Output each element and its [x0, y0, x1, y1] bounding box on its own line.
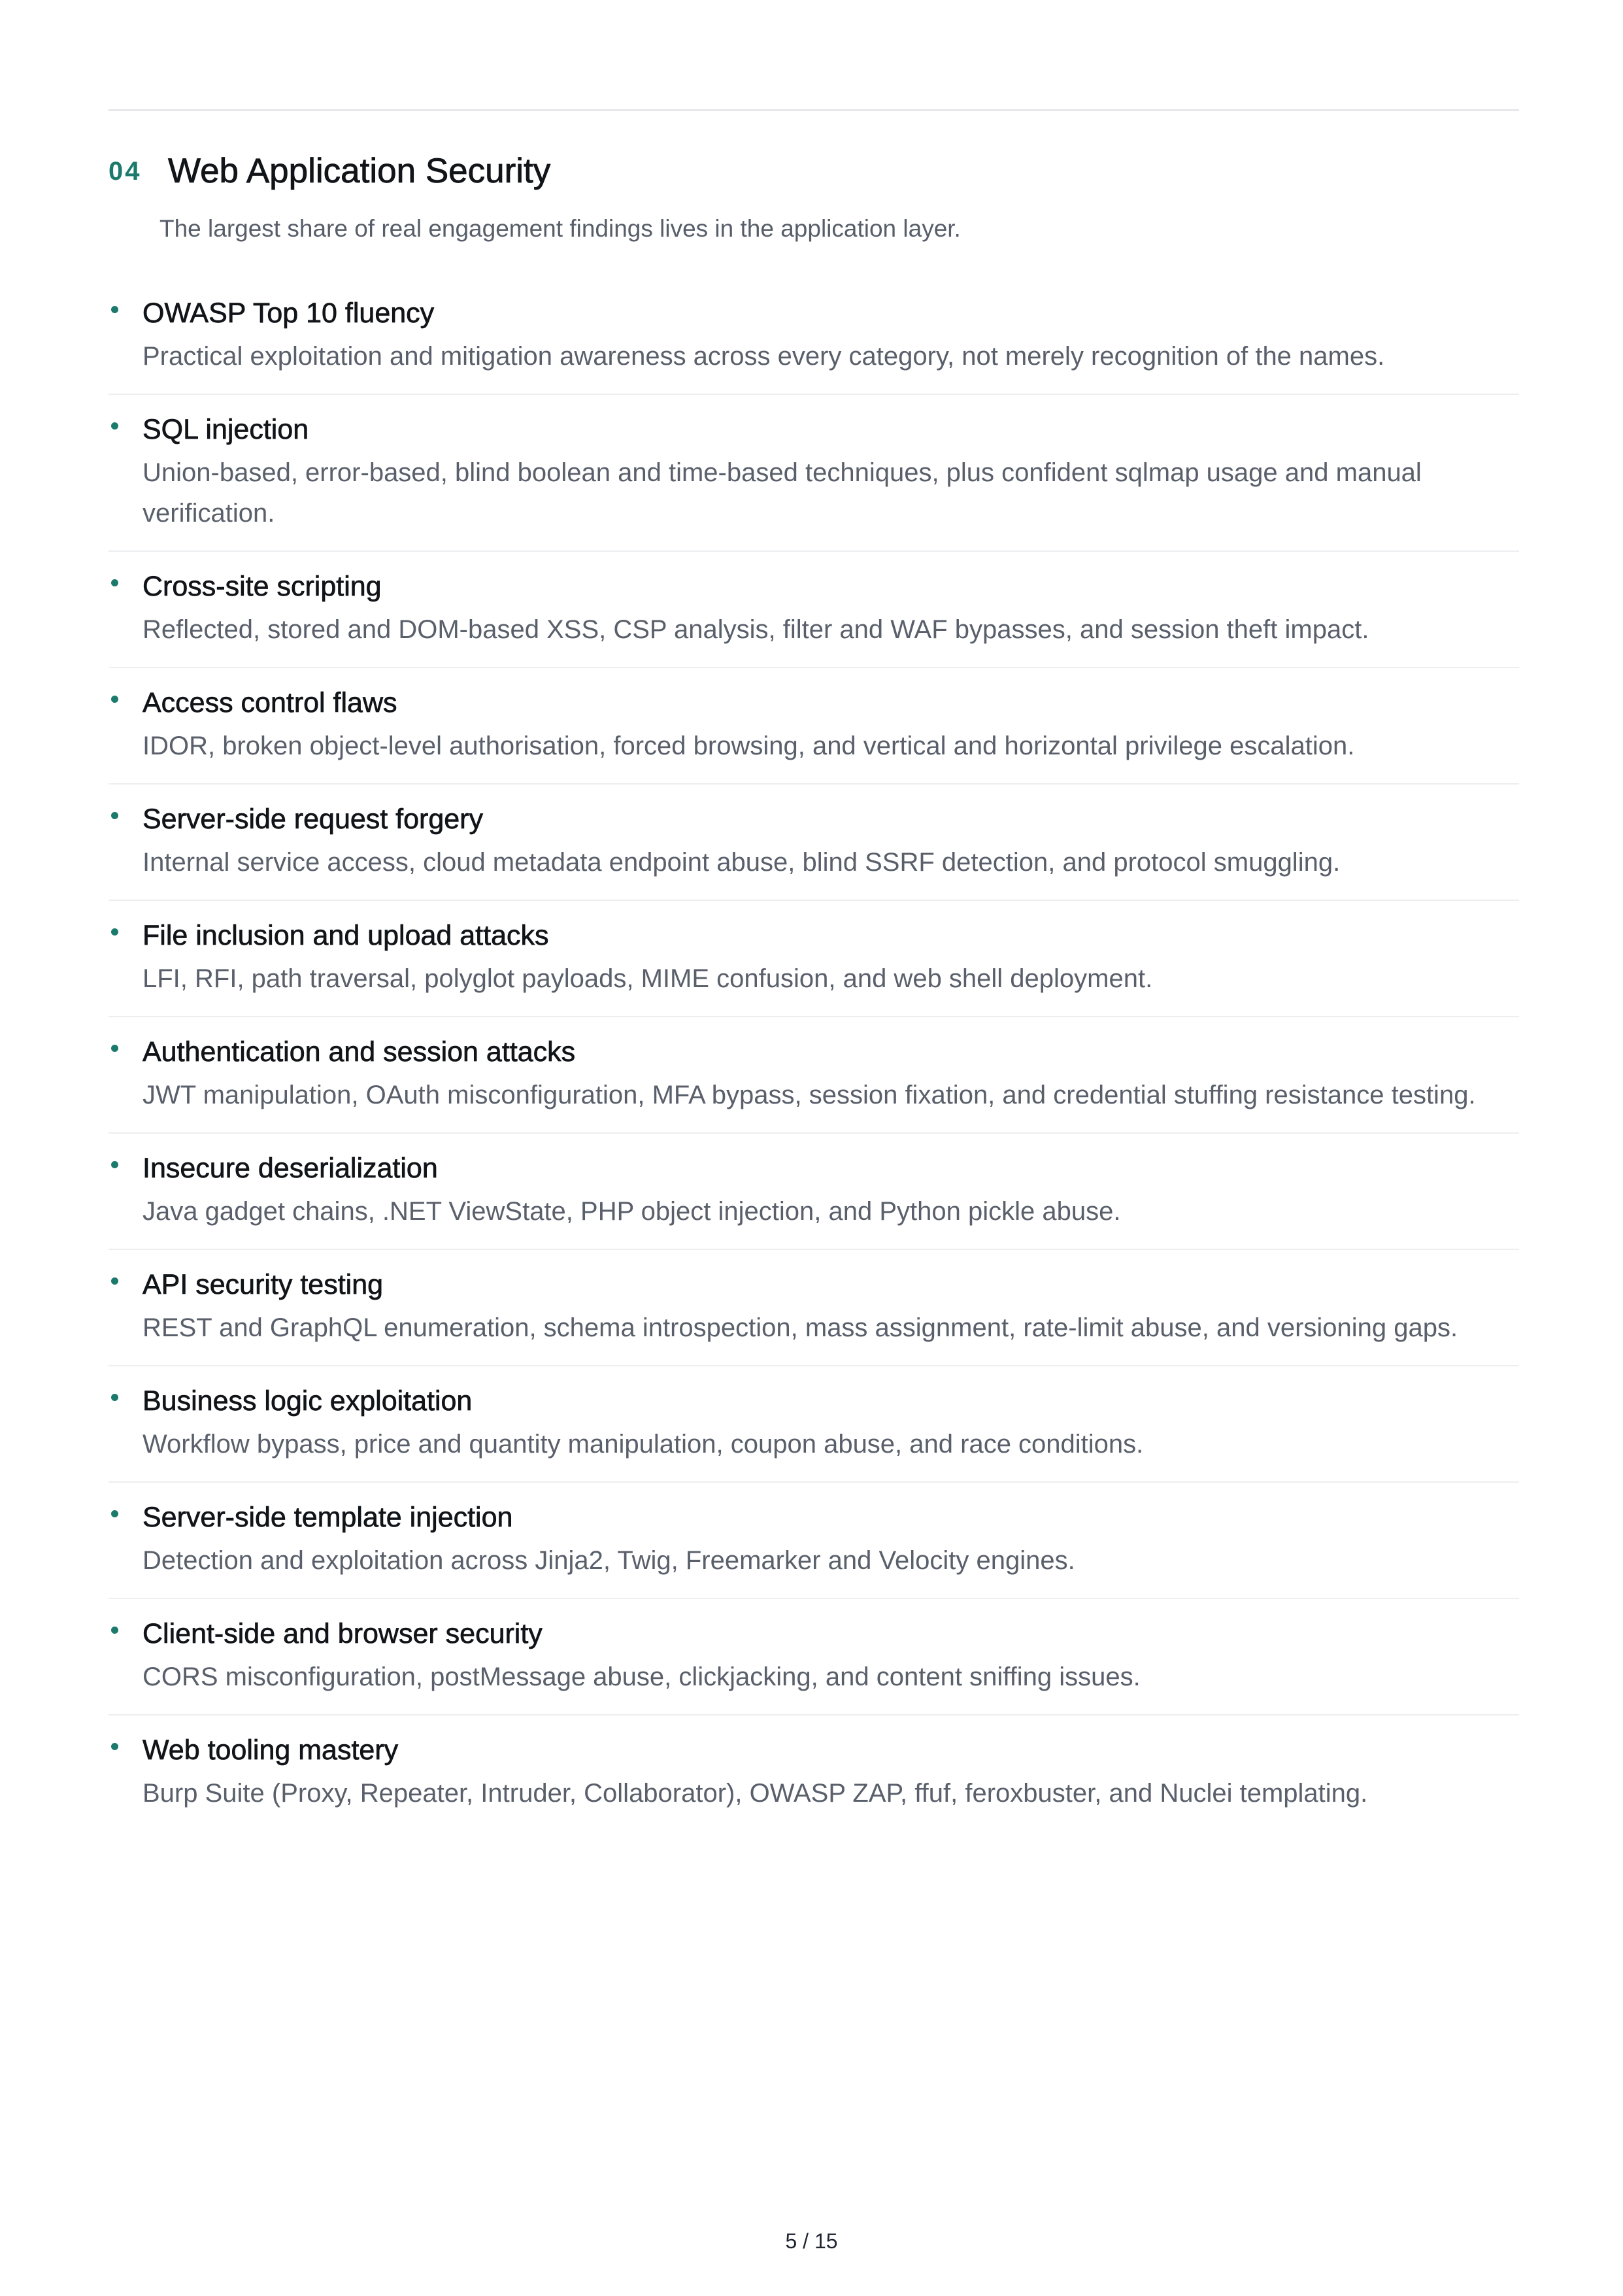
item-description: Practical exploitation and mitigation awareness across every category, not merely recognition of the names. [142, 342, 1385, 371]
item-title: Insecure deserialization [142, 1153, 438, 1184]
bullet-icon [111, 422, 118, 430]
list-item [109, 1612, 1519, 1715]
bullet-icon [111, 1277, 118, 1285]
bullet-icon [111, 1045, 118, 1052]
list-item [109, 292, 1519, 395]
section-number: 04 [109, 157, 142, 186]
bullet-icon [111, 812, 118, 819]
list-item [109, 681, 1519, 785]
item-description: Internal service access, cloud metadata endpoint abuse, blind SSRF detection, and protocol smuggling. [142, 848, 1341, 877]
section-subtitle: The largest share of real engagement findings lives in the application layer. [159, 215, 961, 242]
section-header [109, 145, 550, 197]
bullet-icon [111, 696, 118, 703]
item-title: SQL injection [142, 414, 309, 445]
list-item [109, 565, 1519, 668]
item-title: Server-side template injection [142, 1502, 513, 1533]
list-item [109, 1379, 1519, 1483]
item-title: Authentication and session attacks [142, 1036, 576, 1068]
item-title: Cross-site scripting [142, 571, 382, 602]
bullet-icon [111, 1394, 118, 1401]
item-description: Burp Suite (Proxy, Repeater, Intruder, Collaborator), OWASP ZAP, ffuf, feroxbuster, and Nuclei templating. [142, 1779, 1368, 1808]
list-item [109, 798, 1519, 901]
bullet-icon [111, 306, 118, 313]
list-item [109, 1263, 1519, 1366]
list-item [109, 1030, 1519, 1134]
top-divider [109, 109, 1519, 111]
bullet-icon [111, 928, 118, 936]
item-title: File inclusion and upload attacks [142, 920, 549, 951]
item-description: JWT manipulation, OAuth misconfiguration, MFA bypass, session fixation, and credential stuffing resistance testing. [142, 1081, 1476, 1109]
item-title: Client-side and browser security [142, 1618, 543, 1649]
item-description: LFI, RFI, path traversal, polyglot payloads, MIME confusion, and web shell deployment. [142, 964, 1153, 993]
item-description: Workflow bypass, price and quantity manipulation, coupon abuse, and race conditions. [142, 1430, 1144, 1459]
item-description: CORS misconfiguration, postMessage abuse, clickjacking, and content sniffing issues. [142, 1663, 1141, 1691]
list-item [109, 914, 1519, 1017]
item-description: Union-based, error-based, blind boolean and time-based techniques, plus confident sqlmap usage and manual verification. [142, 458, 1422, 528]
item-description: REST and GraphQL enumeration, schema introspection, mass assignment, rate-limit abuse, and versioning gaps. [142, 1313, 1458, 1342]
item-description: Reflected, stored and DOM-based XSS, CSP analysis, filter and WAF bypasses, and session theft impact. [142, 615, 1369, 644]
list-item [109, 1729, 1519, 1831]
item-title: API security testing [142, 1269, 384, 1300]
topic-list [109, 295, 1519, 1848]
bullet-icon [111, 1161, 118, 1168]
item-title: Business logic exploitation [142, 1385, 473, 1417]
item-description: IDOR, broken object-level authorisation, forced browsing, and vertical and horizontal privilege escalation. [142, 732, 1355, 760]
bullet-icon [111, 579, 118, 586]
bullet-icon [111, 1743, 118, 1750]
item-description: Java gadget chains, .NET ViewState, PHP object injection, and Python pickle abuse. [142, 1197, 1121, 1226]
list-item [109, 408, 1519, 552]
bullet-icon [111, 1510, 118, 1517]
item-title: Access control flaws [142, 687, 397, 718]
item-title: Server-side request forgery [142, 803, 483, 835]
item-title: Web tooling mastery [142, 1734, 399, 1766]
item-title: OWASP Top 10 fluency [142, 297, 435, 329]
bullet-icon [111, 1627, 118, 1634]
list-item [109, 1496, 1519, 1599]
section-title: Web Application Security [168, 152, 551, 190]
list-item [109, 1147, 1519, 1250]
item-description: Detection and exploitation across Jinja2, Twig, Freemarker and Velocity engines. [142, 1546, 1075, 1575]
page-number: 5 / 15 [785, 2229, 838, 2253]
